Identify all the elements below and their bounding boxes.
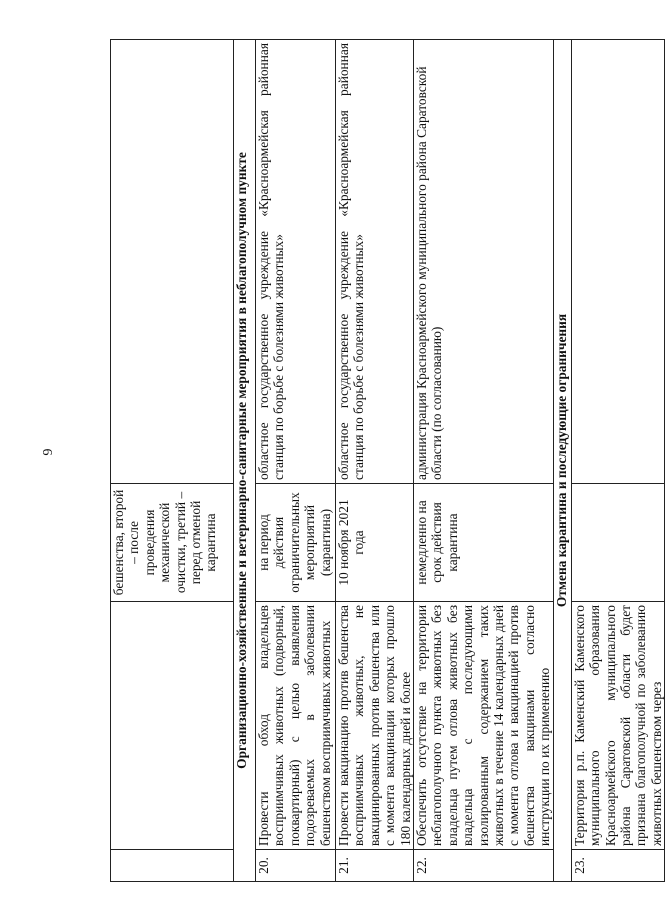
page-number: 6 bbox=[39, 448, 54, 456]
table-row bbox=[336, 40, 414, 882]
row-number: 21. bbox=[336, 850, 414, 882]
table-row bbox=[414, 40, 554, 882]
row-number: 22. bbox=[414, 850, 554, 882]
row-measure bbox=[111, 602, 234, 850]
measures-table bbox=[110, 39, 665, 882]
row-executor: областное государственное учреждение «Красноармейская районная станция по борьбе с болезнями животных» bbox=[336, 40, 414, 484]
section-header-row bbox=[553, 40, 571, 882]
row-deadline: немедленно на срок действия карантина bbox=[414, 484, 554, 602]
row-deadline: на период действия ограничительных мероприятий (карантина) bbox=[256, 484, 336, 602]
row-number: 23. bbox=[571, 850, 664, 882]
row-executor bbox=[571, 40, 664, 484]
section-header-row bbox=[234, 40, 256, 882]
row-deadline bbox=[571, 484, 664, 602]
table-row-continued bbox=[111, 40, 234, 882]
section-title: Отмена карантина и последующие ограничения bbox=[553, 40, 571, 882]
row-number bbox=[111, 850, 234, 882]
row-deadline: бешенства, второй – после проведения механической очистки, третий – перед отменой карантина bbox=[111, 484, 234, 602]
table-row bbox=[571, 40, 664, 882]
row-executor: областное государственное учреждение «Красноармейская районная станция по борьбе с болезнями животных» bbox=[256, 40, 336, 484]
row-executor bbox=[111, 40, 234, 484]
row-measure: Провести вакцинацию против бешенства восприимчивых животных, не вакцинированных против бешенства или с момента вакцинации которых прошло 180 календарных дней и более bbox=[336, 602, 414, 850]
row-measure: Провести обход владельцев восприимчивых животных (подворный, поквартирный) с целью выявления подозреваемых в заболевании бешенством восприимчивых животных bbox=[256, 602, 336, 850]
rotated-table-frame bbox=[110, 40, 664, 882]
table-row bbox=[256, 40, 336, 882]
row-executor: администрация Красноармейского муниципального района Саратовской области (по согласованию) bbox=[414, 40, 554, 484]
row-measure: Территория р.п. Каменский Каменского муниципального образования Красноармейского муниципального района Саратовской области будет признана благополучной по заболеванию животных бешенством через bbox=[571, 602, 664, 850]
row-measure: Обеспечить отсутствие на территории неблагополучного пункта животных без владельца путем отлова животных без владельца с последующими изолированным содержанием таких животных в течение 14 календарных дней с момента отлова и вакцинацией против бешенства вакцинами согласно инструкции по их применению bbox=[414, 602, 554, 850]
row-number: 20. bbox=[256, 850, 336, 882]
section-title: Организационно-хозяйственные и ветеринарно-санитарные мероприятия в неблагополучном пункте bbox=[234, 40, 256, 882]
row-deadline: 10 ноября 2021 года bbox=[336, 484, 414, 602]
